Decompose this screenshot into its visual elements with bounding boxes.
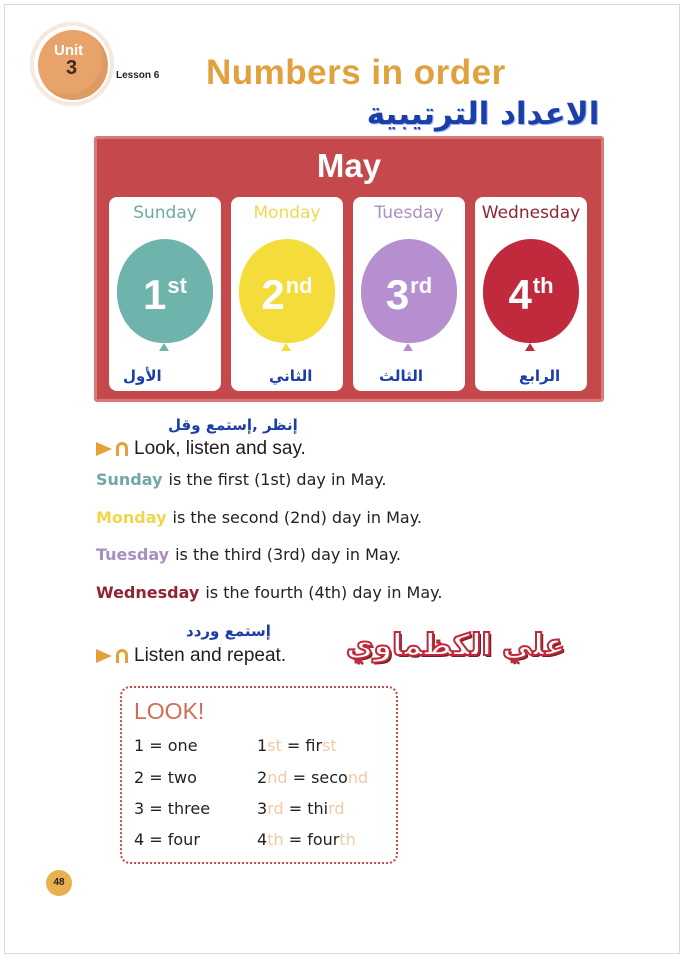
ordinal-digit: 3 — [257, 799, 268, 818]
sentence-day: Wednesday — [96, 583, 200, 602]
ordinal-arabic: الثالث — [379, 367, 424, 385]
ordinal-suffix: st — [267, 736, 282, 755]
sentence-day: Sunday — [96, 470, 163, 489]
equals-sign: = — [292, 768, 306, 787]
equals-sign: = — [288, 799, 303, 818]
ordinal-digit: 4 — [257, 830, 268, 849]
unit-badge — [38, 30, 108, 100]
sentence-sunday — [96, 470, 387, 489]
day-name: Monday — [253, 203, 321, 223]
lesson-label: Lesson 6 — [116, 70, 160, 81]
sentence-monday — [96, 508, 422, 527]
ordinal-word: fir — [305, 736, 323, 755]
sentence-day: Tuesday — [96, 545, 170, 564]
balloon-knot — [525, 343, 535, 351]
ordinal-suffix: th — [267, 830, 284, 849]
sentence-text: is the first (1st) day in May. — [168, 470, 387, 489]
ordinal-digit: 2 — [257, 768, 268, 787]
ordinal-word-suffix: nd — [347, 768, 369, 787]
ordinal-number — [109, 271, 221, 319]
calendar-panel — [94, 136, 604, 402]
ordinal-word-suffix: st — [322, 736, 337, 755]
ordinal-number — [231, 271, 343, 319]
ordinal-row — [257, 736, 337, 755]
day-card-monday — [231, 197, 343, 391]
cardinal-row: 4 = four — [134, 830, 200, 849]
ordinal-word: thi — [307, 799, 329, 818]
listen-repeat-instruction — [96, 645, 286, 667]
day-name: Tuesday — [374, 203, 444, 223]
author-signature: علي الكظماوي — [346, 628, 566, 663]
unit-label: Unit — [54, 42, 84, 59]
balloon-knot — [281, 343, 291, 351]
ordinal-word-suffix: rd — [328, 799, 345, 818]
ordinal-row — [257, 799, 345, 818]
ordinal-suffix: st — [167, 273, 187, 298]
cardinal-row: 3 = three — [134, 799, 211, 818]
sentence-text: is the fourth (4th) day in May. — [205, 583, 443, 602]
sentence-text: is the third (3rd) day in May. — [175, 545, 401, 564]
look-listen-say-text: Look, listen and say. — [134, 438, 306, 459]
ordinal-word: four — [307, 830, 340, 849]
ordinal-arabic: الرابع — [519, 367, 561, 385]
ordinal-arabic: الأول — [123, 367, 162, 385]
ordinal-digit: 1 — [143, 271, 167, 318]
play-audio-icon[interactable] — [96, 649, 112, 663]
look-title: LOOK! — [134, 698, 205, 724]
month-title: May — [316, 147, 382, 184]
page-number: 48 — [46, 870, 72, 896]
day-card-tuesday — [353, 197, 465, 391]
equals-sign: = — [288, 830, 303, 849]
sentence-day: Monday — [96, 508, 167, 527]
ordinal-row — [257, 830, 356, 849]
day-name: Wednesday — [481, 203, 581, 223]
look-box — [120, 686, 398, 864]
listen-repeat-text: Listen and repeat. — [134, 645, 287, 666]
play-audio-icon[interactable] — [96, 442, 112, 456]
ordinal-row — [257, 768, 368, 787]
ordinal-suffix: nd — [285, 273, 313, 298]
ordinal-suffix: rd — [410, 273, 433, 298]
headphones-icon — [116, 649, 128, 663]
cardinal-row: 2 = two — [134, 768, 197, 787]
day-card-sunday — [109, 197, 221, 391]
equals-sign: = — [286, 736, 301, 755]
arabic-instruction-listen: إستمع وردد — [186, 622, 271, 640]
ordinal-digit: 1 — [257, 736, 268, 755]
cardinal-row: 1 = one — [134, 736, 198, 755]
ordinal-suffix: rd — [267, 799, 284, 818]
ordinal-arabic: الثاني — [269, 367, 313, 385]
arabic-instruction-look: إنظر ,إستمع وقل — [168, 416, 298, 434]
sentence-tuesday — [96, 545, 401, 564]
ordinal-word-suffix: th — [339, 830, 356, 849]
sentence-wednesday — [96, 583, 442, 602]
ordinal-suffix: nd — [267, 768, 288, 787]
ordinal-number — [475, 271, 587, 319]
balloon-knot — [159, 343, 169, 351]
day-card-wednesday — [475, 197, 587, 391]
page-title-arabic: الاعداد الترتيبية — [366, 96, 600, 132]
page-title: Numbers in order — [206, 53, 506, 92]
look-listen-say-instruction — [96, 438, 306, 460]
ordinal-digit: 2 — [261, 271, 285, 318]
ordinal-digit: 3 — [385, 271, 410, 318]
headphones-icon — [116, 442, 128, 456]
ordinal-digit: 4 — [508, 271, 532, 318]
ordinal-number — [353, 271, 465, 319]
sentence-text: is the second (2nd) day in May. — [172, 508, 422, 527]
balloon-knot — [403, 343, 413, 351]
ordinal-suffix: th — [532, 273, 554, 298]
ordinal-word: seco — [311, 768, 348, 787]
unit-number: 3 — [66, 57, 78, 79]
day-name: Sunday — [133, 203, 197, 223]
